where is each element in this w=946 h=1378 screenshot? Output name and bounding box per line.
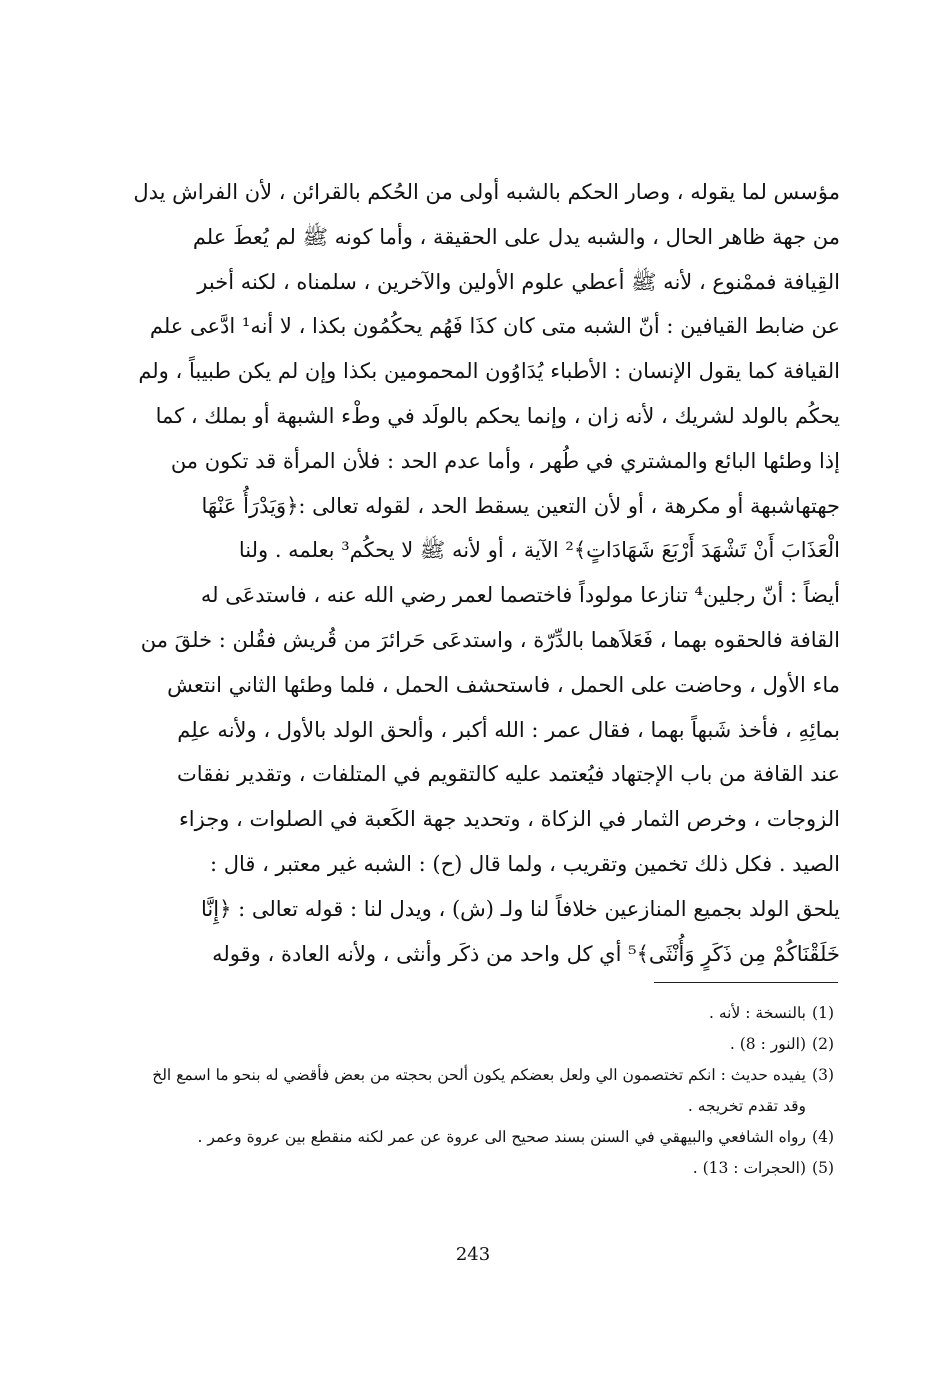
footnote-text: (الحجرات : 13) .: [692, 1159, 806, 1177]
page-number: 243: [455, 1244, 491, 1265]
footnote-number: (2): [812, 1035, 834, 1053]
text-line: إذا وطئها البائع والمشتري في طُهر ، وأما عدم الحد : فلأن المرأة قد تكون من: [170, 448, 840, 473]
text-line: خَلَقْنَاكُمْ مِن ذَكَرٍ وَأُنْثَى﴾⁵ أي كل واحد من ذكَر وأنثى ، ولأنه العادة ، وقوله: [212, 941, 840, 966]
text-line: جهتهاشبهة أو مكرهة ، أو لأن التعين يسقط الحد ، لقوله تعالى :﴿وَيَدْرَأُ عَنْهَا: [201, 493, 840, 518]
footnote-text: بالنسخة : لأنه .: [709, 1004, 806, 1022]
footnotes: [130, 998, 840, 1184]
footnote: [130, 1153, 840, 1184]
text-line: يحكُم بالولد لشريك ، لأنه زان ، وإنما يحكم بالولَد في وطْء الشبهة أو بملك ، كما: [155, 403, 840, 428]
text-line: أيضاً : أنّ رجلين⁴ تنازعا مولوداً فاختصما لعمر رضي الله عنه ، فاستدعَى له: [200, 583, 840, 608]
text-line: الصيد . فكل ذلك تخمين وتقريب ، ولما قال (ح) : الشبه غير معتبر ، قال :: [209, 851, 840, 876]
footnote: [130, 1060, 840, 1122]
text-line: مؤسس لما يقوله ، وصار الحكم بالشبه أولى من الحُكم بالقرائن ، لأن الفراش يدل: [133, 180, 840, 204]
text-line: القيافة كما يقول الإنسان : الأطباء يُدَاوُون المحمومين بكذا وإن لم يكن طبيباً ، ولم: [138, 359, 840, 384]
footnote-text: رواه الشافعي والبيهقي في السنن بسند صحيح الى عروة عن عمر لكنه منقطع بين عروة وعمر .: [197, 1128, 806, 1146]
main-text: [130, 170, 840, 976]
footnote: [130, 1029, 840, 1060]
text-line: عن ضابط القيافين : أنّ الشبه متى كان كذَا فَهُم يحكُمُون بكذا ، لا أنه¹ ادَّعى علم: [149, 314, 840, 339]
footnote-number: (4): [812, 1128, 834, 1146]
text-line: ماء الأول ، وحاضت على الحمل ، فاستحشف الحمل ، فلما وطئها الثاني انتعش: [167, 672, 840, 697]
text-line: القافة فالحقوه بهما ، فَعَلاَهما بالدِّرّة ، واستدعَى حَرائرَ من قُريش فقُلن : خلقَ من: [140, 627, 840, 652]
text-line: الزوجات ، وخرص الثمار في الزكاة ، وتحديد جهة الكَعبة في الصلوات ، وجزاء: [178, 807, 840, 832]
footnote-text: يفيده حديث : انكم تختصمون الي ولعل بعضكم يكون ألحن بحجته من بعض فأقضي له بنحو ما اسمع الخ وقد تقدم تخريجه .: [152, 1066, 806, 1115]
footnote: [130, 1122, 840, 1153]
footnote: [130, 998, 840, 1029]
text-line: يلحق الولد بجميع المنازعين خلافاً لنا ولـ (ش) ، ويدل لنا : قوله تعالى : ﴿إِنَّا: [201, 896, 840, 921]
text-line: من جهة ظاهر الحال ، والشبه يدل على الحقيقة ، وأما كونه ﷺ لم يُعطَ علم: [192, 224, 840, 249]
text-line: الْعَذَابَ أَنْ تَشْهَدَ أَرْبَعَ شَهَادَاتٍ﴾² الآية ، أو لأنه ﷺ لا يحكُم³ بعلمه . ولنا: [238, 538, 840, 563]
text-line: عند القافة من باب الإجتهاد فيُعتمد عليه كالتقويم في المتلفات ، وتقدير نفقات: [177, 762, 840, 787]
text-line: بمائِهِ ، فأخذ شَبهاً بهما ، فقال عمر : الله أكبر ، وألحق الولد بالأول ، ولأنه علِم: [177, 717, 840, 742]
text-line: القِيافة فممْنوع ، لأنه ﷺ أعطي علوم الأولين والآخرين ، سلمناه ، لكنه أخبر: [197, 269, 840, 294]
footnote-text: (النور : 8) .: [729, 1035, 806, 1053]
footnote-number: (5): [812, 1159, 834, 1177]
footnote-separator: [654, 982, 838, 983]
footnote-number: (3): [812, 1066, 834, 1084]
footnote-number: (1): [812, 1004, 834, 1022]
